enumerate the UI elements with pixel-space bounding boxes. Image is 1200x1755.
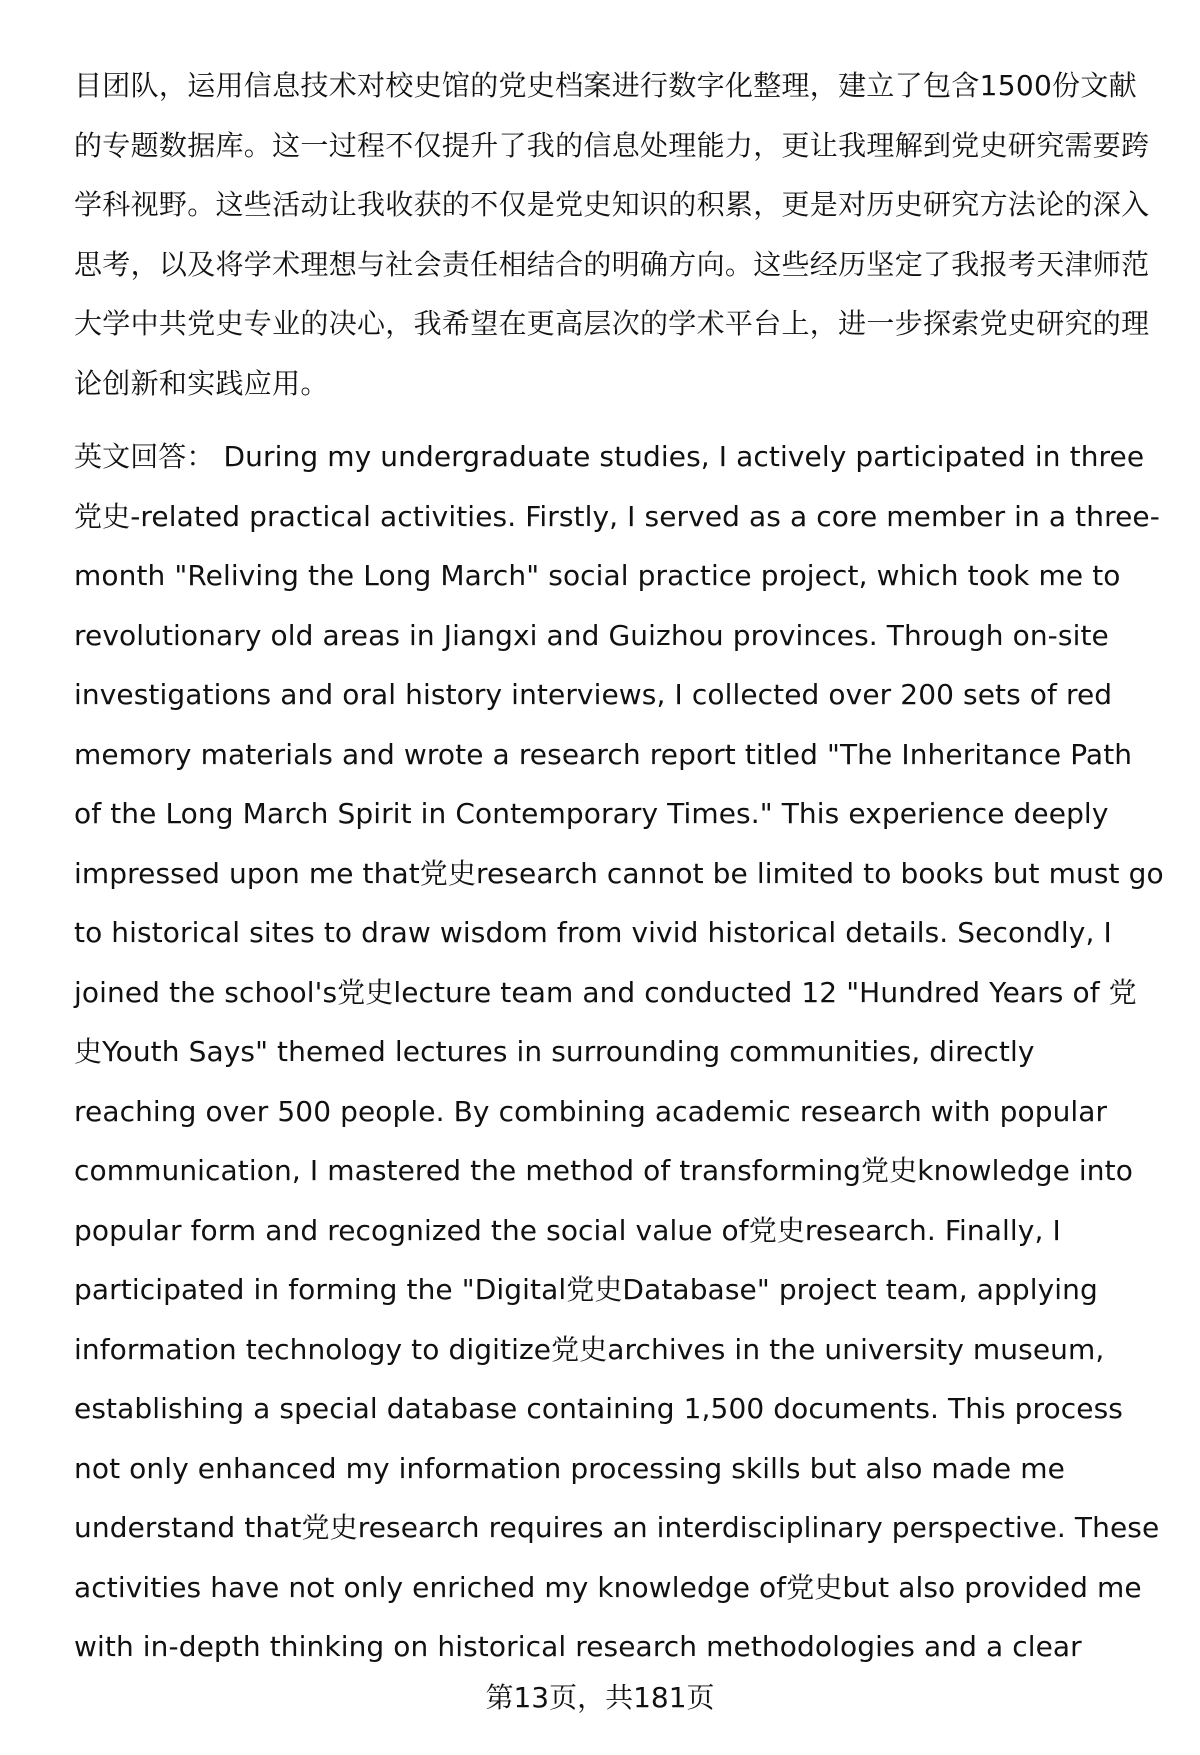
chinese-paragraph: 目团队，运用信息技术对校史馆的党史档案进行数字化整理，建立了包含1500份文献的专题数据库。这一过程不仅提升了我的信息处理能力，更让我理解到党史研究需要跨学科视野。这些活动让我收获的不仅是党史知识的积累，更是对历史研究方法论的深入思考，以及将学术理想与社会责任相结合的明确方向。这些经历坚定了我报考天津师范大学中共党史专业的决心，我希望在更高层次的学术平台上，进一步探索党史研究的理论创新和实践应用。 <box>74 69 1150 400</box>
page-number: 第13页，共181页 <box>485 1681 715 1714</box>
english-answer-paragraph <box>74 427 1164 1677</box>
english-answer-label: 英文回答： <box>74 440 215 473</box>
english-answer-text: During my undergraduate studies, I actively participated in three 党史-related practical activities. Firstly, I served as a core member in a three-month "Reliving the Long March" social practice project, which took me to revolutionary old areas in Jiangxi and Guizhou provinces. Through on-site investigations and oral history interviews, I collected over 200 sets of red memory materials and wrote a research report titled "The Inheritance Path of the Long March Spirit in Contemporary Times." This experience deeply impressed upon me that党史research cannot be limited to books but must go to historical sites to draw wisdom from vivid historical details. Secondly, I joined the school's党史lecture team and conducted 12 "Hundred Years of 党史Youth Says" themed lectures in surrounding communities, directly reaching over 500 people. By combining academic research with popular communication, I mastered the method of transforming党史knowledge into popular form and recognized the social value of党史research. Finally, I participated in forming the "Digital党史Database" project team, applying information technology to digitize党史archives in the university museum, establishing a special database containing 1,500 documents. This process not only enhanced my information processing skills but also made me understand that党史research requires an interdisciplinary perspective. These activities have not only enriched my knowledge of党史but also provided me with in-depth thinking on historical research methodologies and a clear <box>74 440 1164 1663</box>
document-body <box>74 56 1164 1677</box>
